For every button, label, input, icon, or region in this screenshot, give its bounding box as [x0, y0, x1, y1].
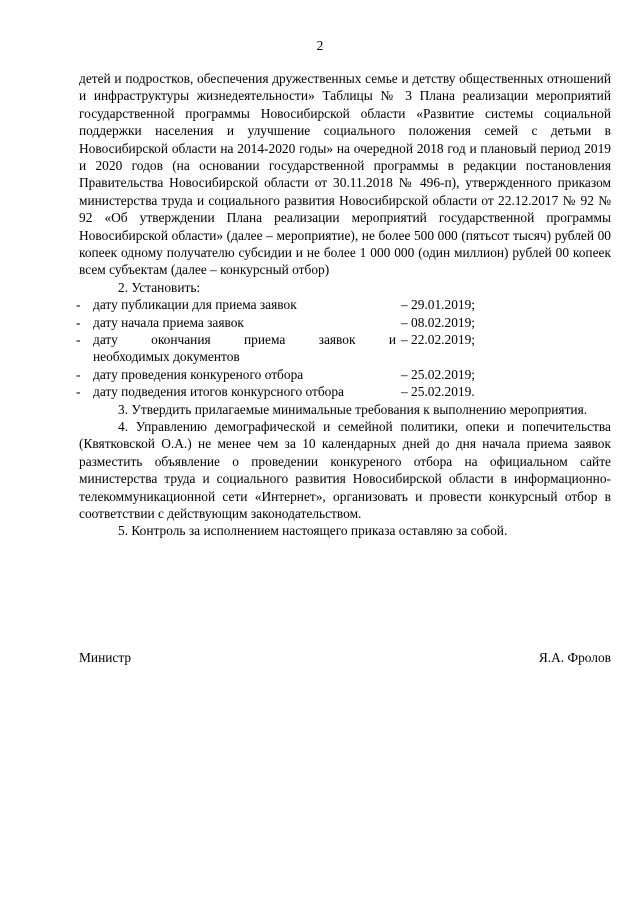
date-value: – 25.02.2019; — [401, 366, 476, 382]
document-body — [76, 70, 611, 540]
date-row-selection — [76, 366, 611, 383]
date-value: – 29.01.2019; — [401, 297, 476, 313]
signature-position: Министр — [79, 650, 132, 665]
date-value: – 08.02.2019; — [401, 314, 476, 330]
date-label: дату публикации для приема заявок — [93, 297, 297, 313]
date-row-results — [76, 383, 611, 400]
list-dash: - — [76, 366, 81, 382]
list-dash: - — [76, 297, 81, 313]
date-label: дату проведения конкуреного отбора — [93, 366, 304, 382]
date-row-start — [76, 314, 611, 331]
list-dash: - — [76, 384, 81, 400]
list-dash: - — [76, 314, 81, 330]
date-label-line-1: дату окончания приема заявок и — [93, 332, 396, 348]
date-row-end — [76, 331, 611, 366]
item-5: 5. Контроль за исполнением настоящего приказа оставляю за собой. — [118, 523, 508, 539]
dates-list — [76, 296, 611, 400]
date-value: – 22.02.2019; — [401, 332, 476, 348]
page-number: 2 — [316, 38, 324, 53]
date-value: – 25.02.2019. — [401, 384, 475, 400]
date-label: дату подведения итогов конкурсного отбора — [93, 384, 345, 400]
date-label — [93, 331, 396, 366]
item-3: 3. Утвердить прилагаемые минимальные требования к выполнению мероприятия. — [118, 401, 588, 417]
date-row-publication — [76, 296, 611, 313]
paragraph-1: детей и подростков, обеспечения дружественных семье и детству общественных отношений и инфраструктуры жизнедеятельности» Таблицы № 3 Плана реализации мероприятий государственной программы Новосибирской области «Развитие системы социальной поддержки населения и улучшение социального положения семей с детьми в Новосибирской области на 2014-2020 годы» на очередной 2018 год и плановый период 2019 и 2020 годов (на основании государственной программы в редакции постановления Правительства Новосибирской области от 30.11.2018 № 496-п), утвержденного приказом министерства труда и социального развития Новосибирской области от 22.12.2017 № 92 № 92 «Об утверждении Плана реализации мероприятий государственной программы Новосибирской области» (далее – мероприятие), не более 500 000 (пятьсот тысяч) рублей 00 копеек одному получателю субсидии и не более 1 000 000 (один миллион) рублей 00 копеек всем субъектам (далее – конкурсный отбор) — [79, 71, 611, 278]
item-2-heading: 2. Установить: — [118, 279, 201, 295]
item-4: 4. Управлению демографической и семейной политики, опеки и попечительства (Квятковской О.А.) не менее чем за 10 календарных дней до дня начала приема заявок разместить объявление о проведении конкуреного отбора на официальном сайте министерства труда и социального развития Новосибирской области в информационно-телекоммуникационной сети «Интернет», организовать и провести конкурсный отбор в соответствии с действующим законодательством. — [79, 419, 611, 522]
date-label: дату начала приема заявок — [93, 314, 244, 330]
list-dash: - — [76, 332, 81, 348]
signature-name: Я.А. Фролов — [538, 650, 611, 665]
date-label-line-2: необходимых документов — [93, 349, 240, 365]
